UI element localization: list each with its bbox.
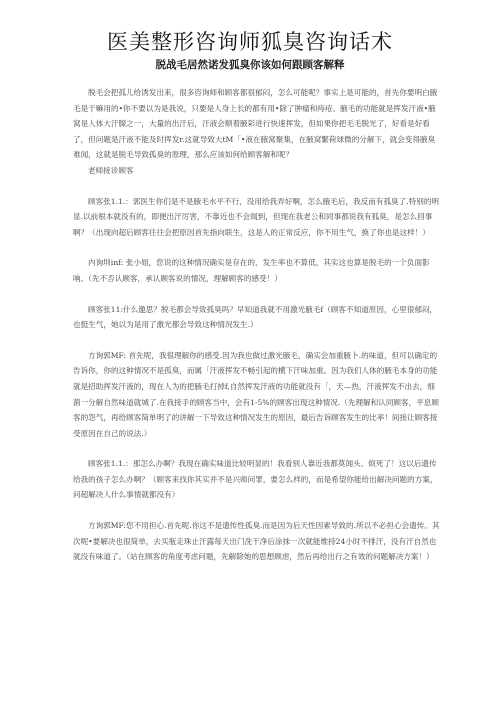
paragraph-dialog-3: 顾客张11:什么邀思？脱毛都会导致孤臭吗？早知道我就不用激光腋毛f（顾客不知道原因，心里很郁闷，也挺生气，她以为是用了激光都会导致这种情况发生.） (73, 304, 438, 330)
page-title: 医美整形咨询师狐臭咨询话术 (107, 30, 393, 54)
document-body (73, 85, 440, 565)
paragraph-dialog-5: 顾客张1.1.：那怎么办啊？我现在确实味道比较明显的！我看别人靠近我都莫闻头、烦死了！这以后遗传给我的孩子怎么办啊？（顾客来找你其实并不是兴师问罪，要怎么样的，而是希望你能给出解决问题的方案，问超解决人什么事情就都没有） (73, 459, 438, 500)
paragraph-dialog-1: 顾客张1.1.：郭医生你们是不是腋毛水平不行，没用给我弄好啊，怎么腋毛后，我反而有孤臭了.特别的明显.以前根本就没有的，即便出汗厉害，不靠近也不会闻到，但现在我老公和同事都说我有狐臭，是怎么回事啊？（出现向超后顾客往往会把原因首先指向联生，这是人的正常反应，你不用生气，换了你也是这样！） (73, 196, 440, 237)
page-subtitle: 脱战毛居然诺发狐臭你该如何跟顾客解释 (155, 59, 345, 71)
paragraph-dialog-6: 方询郭MF:您不用担心.首先呢.你这不是遗传性孤臭.而是因为后天性因素导致的.所以不必担心会遗传。其次呢•要解决也很简单，去买瓶走珠止汗露每天出门洗干净后涂抹一次就能维持24小时不排汗，没有汗自然也就没有味道了。（站在顾客的角度考虑问题，先解除她的思想顾虑，然后再给出行之有效的问题解决方案！） (73, 521, 440, 562)
paragraph-dialog-2: 内询圳inf: 张小姐，您说的这种情况确实是存在的，发生率也不算低，其实这也算是脱毛的一个负面影响。（先不否认顾客，承认顾客说的情况，理解顾客的感受！） (73, 258, 430, 283)
paragraph-label: 老师接诊顾客 (88, 165, 134, 175)
paragraph-intro: 脱毛会把孤儿给诱发出来，很多咨询师和顾客都很郁闷，怎么可能呢？事实上是可能的，首先你要明白腋毛是干嘛用的•你不要以为是我说，只要是人身上长的都有用•除了肿瘤和痔疮。腋毛的功能就是挥发汗液•腋窝是人体大汗腺之一，大量的出汗后，汗液会顺着腋彩进行快速挥发，但如果你把毛毛脱光了，好看是好看了，但问题是汗液不能及时挥发r.这就导致大tM「•液在腋窝聚集，在腋窝繁荷球微的分解下，就会变得腋臭难闻，这就是脱毛导致孤臭的原理，那么应该如何给顾客解和呢？ (73, 88, 438, 160)
paragraph-dialog-4: 方询郭MF: 首先呢，我很理解你的感受.因为我也做过激光腋毛，确实会加重腋卜.的味道，但可以确定的告诉你，你的这种情况不是孤臭，而属「汗液挥发不畅引起的横下汗味加重。因为我们人体的腋毛本身的功能就是招助挥发汗液的，现在人为的把腋毛打掉f,自然挥发汗液的功能就没有「，天—热，汗液挥发不出去，细菌一分解自然味道就城了.在我接手的顾客当中，会有1-5%的顾客出现这种情况.（先理解和认同顾客，平息顾客的怨气，再给顾客简单明了的讲解一下导致这种情况发生的原因，最后告诉顾客发生的比率！间接让顾客接受原因在自己的说法.） (73, 350, 439, 438)
